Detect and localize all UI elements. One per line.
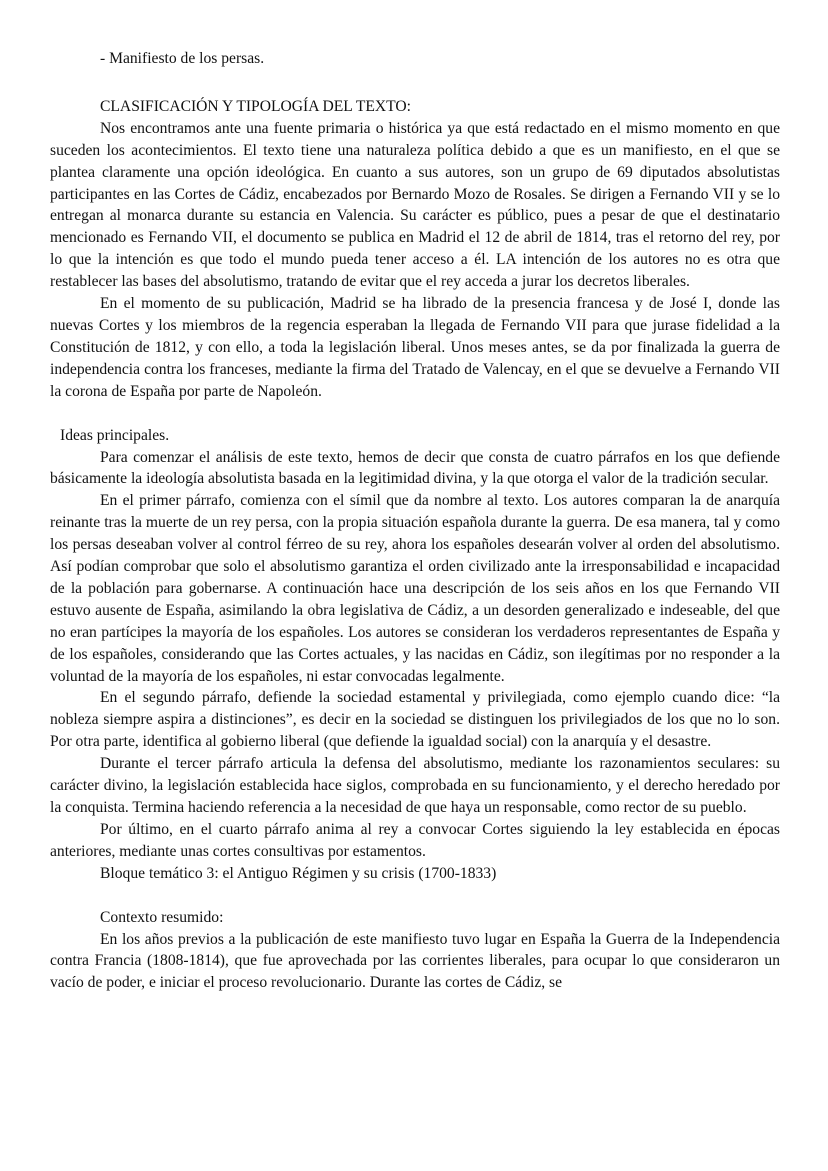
paragraph-ideas-3: En el segundo párrafo, defiende la sociedad estamental y privilegiada, como ejemplo cuando dice: “la nobleza siempre aspira a distinciones”, es decir en la sociedad se distinguen los privilegiados de los que no lo son. Por otra parte, identifica al gobierno liberal (que defiende la igualdad social) con la anarquía y el desastre. (50, 689, 780, 751)
paragraph-ideas-5: Por último, en el cuarto párrafo anima al rey a convocar Cortes siguiendo la ley establecida en épocas anteriores, mediante unas cortes consultivas por estamentos. (50, 820, 780, 860)
spacer (50, 885, 780, 907)
paragraph-ideas-2: En el primer párrafo, comienza con el símil que da nombre al texto. Los autores comparan la de anarquía reinante tras la muerte de un rey persa, con la propia situación española durante la guerra. De esa manera, tal y como los persas deseaban volver al control férreo de su rey, ahora los españoles desearán volver al orden del absolutismo. Así podían comprobar que solo el absolutismo garantiza el orden civilizado ante la irresponsabilidad e incapacidad de la población para gobernarse. A continuación hace una descripción de los seis años en los que Fernando VII estuvo ausente de España, asimilando la obra legislativa de Cádiz, a un desorden generalizado e indeseable, del que no eran partícipes la mayoría de los españoles. Los autores se consideran los verdaderos representantes de España y de los españoles, considerando que las Cortes actuales, y las nacidas en Cádiz, son ilegítimas por no responder a la voluntad de la mayoría de los españoles, ni estar convocadas legalmente. (50, 492, 780, 685)
spacer (50, 403, 780, 425)
document-page (50, 48, 780, 994)
paragraph-clasificacion-1: Nos encontramos ante una fuente primaria o histórica ya que está redactado en el mismo momento en que suceden los acontecimientos. El texto tiene una naturaleza política debido a que es un manifiesto, en el que se plantea claramente una opción ideológica. En cuanto a sus autores, son un grupo de 69 diputados absolutistas participantes en las Cortes de Cádiz, encabezados por Bernardo Mozo de Rosales. Se dirigen a Fernando VII y se lo entregan al monarca durante su estancia en Valencia. Su carácter es público, pues a pesar de que el destinatario mencionado es Fernando VII, el documento se publica en Madrid el 12 de abril de 1814, tras el retorno del rey, por lo que la intención es que todo el mundo pueda tener acceso a él. LA intención de los autores no es otra que restablecer las bases del absolutismo, tratando de evitar que el rey acceda a jurar los decretos liberales. (50, 119, 780, 291)
paragraph-clasificacion-2: En el momento de su publicación, Madrid se ha librado de la presencia francesa y de José I, donde las nuevas Cortes y los miembros de la regencia esperaban la llegada de Fernando VII para que jurase fidelidad a la Constitución de 1812, y con ello, a toda la legislación liberal. Unos meses antes, se da por finalizada la guerra de independencia contra los franceses, mediante la firma del Tratado de Valencay, en el que se devuelve a Fernando VII la corona de España por parte de Napoleón. (50, 295, 780, 400)
section-heading-contexto: Contexto resumido: (100, 908, 224, 926)
section-heading-ideas: Ideas principales. (60, 426, 170, 444)
intro-line: - Manifiesto de los persas. (100, 50, 265, 67)
section-heading-clasificacion: CLASIFICACIÓN Y TIPOLOGÍA DEL TEXTO: (100, 97, 412, 115)
bloque-tematico-line: Bloque temático 3: el Antiguo Régimen y su crisis (1700-1833) (100, 864, 497, 882)
paragraph-ideas-1: Para comenzar el análisis de este texto, hemos de decir que consta de cuatro párrafos en los que defiende básicamente la ideología absolutista basada en la legitimidad divina, y la que otorga el valor de la tradición secular. (50, 448, 780, 488)
spacer (50, 70, 780, 96)
paragraph-contexto-1: En los años previos a la publicación de este manifiesto tuvo lugar en España la Guerra de la Independencia contra Francia (1808-1814), que fue aprovechada por las corrientes liberales, para ocupar lo que consideraron un vacío de poder, e iniciar el proceso revolucionario. Durante las cortes de Cádiz, se (50, 930, 780, 992)
paragraph-ideas-4: Durante el tercer párrafo articula la defensa del absolutismo, mediante los razonamientos seculares: su carácter divino, la legislación establecida hace siglos, comprobada en su funcionamiento, y el derecho heredado por la conquista. Termina haciendo referencia a la necesidad de que haya un responsable, como rector de su pueblo. (50, 755, 780, 816)
